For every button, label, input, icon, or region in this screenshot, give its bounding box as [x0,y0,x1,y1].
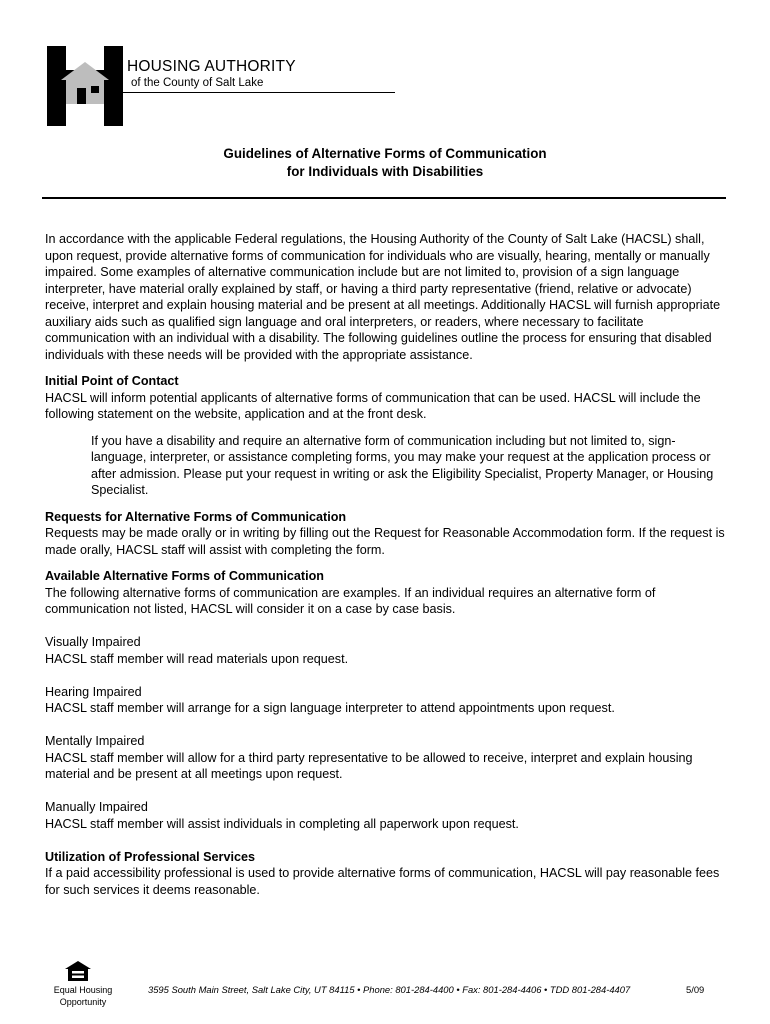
impairment-text-manual: HACSL staff member will assist individuals in completing all paperwork upon request. [45,816,519,831]
section-body-contact: HACSL will inform potential applicants of alternative forms of communication that can be used. HACSL will include the following statement on the website, application and at the front desk. [45,390,701,421]
equal-housing-label [48,984,118,1008]
house-h-logo-icon [47,46,123,126]
section-heading-requests: Requests for Alternative Forms of Communication [45,509,347,524]
impairment-label-visual: Visually Impaired [45,635,141,649]
footer-date: 5/09 [686,984,705,995]
intro-paragraph: In accordance with the applicable Federal regulations, the Housing Authority of the County of Salt Lake (HACSL) shall, upon request, provide alternative forms of communication for individuals who are visually, hearing, mentally or manually impaired. Some examples of alternative communication include but are not limited to, provision of a sign language interpreter, have material orally explained by staff, or having a third party representative (friend, relative or advocate) receive, interpret and explain housing material and be present at all meetings. Additionally HACSL will furnish appropriate auxiliary aids such as qualified sign language and oral interpreters, or readers, where necessary to facilitate communication with an individual with a disability. The following guidelines outline the process for ensuring that disabled individuals with these needs will be provided with the appropriate assistance. [45,232,721,362]
equal-housing-line-2: Opportunity [59,997,107,1007]
title-divider [42,197,726,199]
org-subtitle: of the County of Salt Lake [131,77,264,89]
section-body-professional: If a paid accessibility professional is used to provide alternative forms of communication, HACSL will pay reasonable fees for such services it deems reasonable. [45,866,720,897]
section-heading-available: Available Alternative Forms of Communication [45,569,324,583]
section-body-requests: Requests may be made orally or in writing by filling out the Request for Reasonable Accommodation form. If the request is made orally, HACSL staff will assist with completing the form. [45,526,725,557]
impairment-label-mental: Mentally Impaired [45,734,145,748]
page-footer [0,960,770,1024]
impairment-text-hearing: HACSL staff member will arrange for a sign language interpreter to attend appointments upon request. [45,701,615,715]
impairment-text-visual: HACSL staff member will read materials upon request. [45,651,349,666]
document-title-line-2: for Individuals with Disabilities [286,164,484,179]
impairment-label-hearing: Hearing Impaired [45,684,142,699]
document-title-line-1: Guidelines of Alternative Forms of Communication [223,146,547,161]
section-heading-contact: Initial Point of Contact [45,374,179,388]
document-body [45,231,730,898]
housing-authority-logo [47,46,397,126]
footer-address: 3595 South Main Street, Salt Lake City, UT 84115 • Phone: 801-284-4400 • Fax: 801-284-4406 • TDD 801-284-4407 [148,984,631,995]
website-statement-quote: If you have a disability and require an alternative form of communication including but not limited to, sign-language, interpreter, or assistance completing forms, you may make your request at the application process or after admission. Please put your request in writing or ask the Eligibility Specialist, Property Manager, or Housing Specialist. [91,433,714,497]
header-rule [121,92,395,93]
section-body-available: The following alternative forms of communication are examples. If an individual requires an alternative form of communication not listed, HACSL will consider it on a case by case basis. [45,585,656,616]
impairment-label-manual: Manually Impaired [45,800,148,814]
equal-housing-line-1: Equal Housing [53,985,113,995]
equal-housing-icon [64,960,92,982]
impairment-text-mental: HACSL staff member will allow for a third party representative to be allowed to receive, interpret and explain housing material and be present at all meetings upon request. [45,750,693,781]
org-name: HOUSING AUTHORITY [127,58,296,75]
section-heading-professional: Utilization of Professional Services [45,849,255,864]
